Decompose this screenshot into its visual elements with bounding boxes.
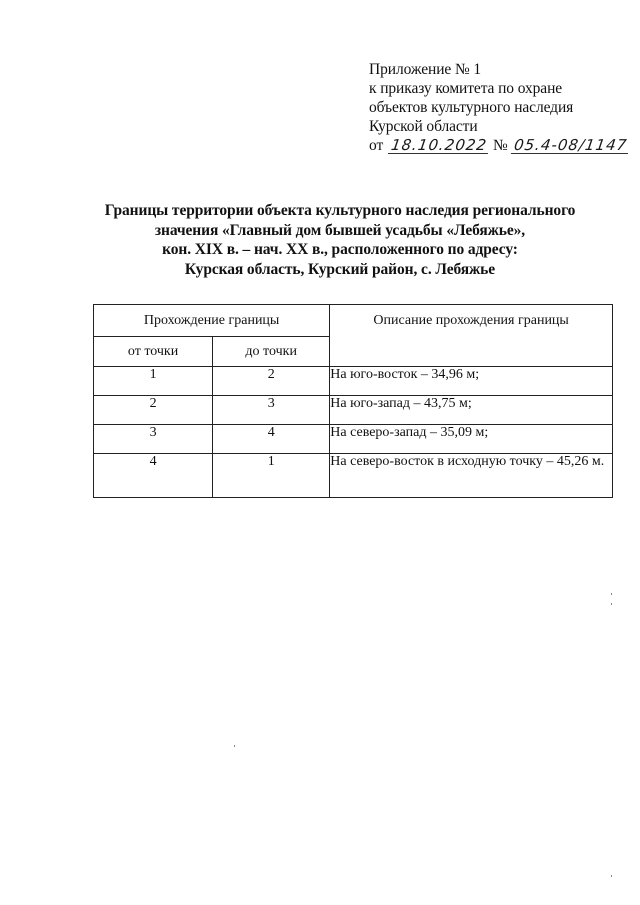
cell-to: 3 — [213, 396, 330, 425]
scan-speck — [611, 593, 612, 595]
appendix-title: Приложение № 1 — [369, 61, 482, 78]
table-header-row — [94, 305, 613, 337]
appendix-line-region: Курской области — [369, 118, 478, 135]
from-label: от — [369, 137, 384, 154]
cell-description: На северо-запад – 35,09 м; — [330, 425, 613, 454]
cell-description: На юго-запад – 43,75 м; — [330, 396, 613, 425]
cell-from: 1 — [94, 367, 213, 396]
title-line-2: значения «Главный дом бывшей усадьбы «Лебяжье», — [154, 221, 526, 239]
cell-from: 3 — [94, 425, 213, 454]
header-to-point: до точки — [213, 337, 330, 367]
appendix-header — [369, 60, 631, 155]
number-label: № — [493, 137, 508, 154]
title-line-3: кон. XIX в. – нач. XX в., расположенного по адресу: — [162, 241, 518, 258]
order-reference — [369, 136, 631, 155]
scan-speck — [611, 875, 612, 877]
boundary-table — [93, 304, 613, 498]
header-from-point: от точки — [94, 337, 213, 367]
table-row — [94, 425, 613, 454]
cell-from: 4 — [94, 454, 213, 498]
table-row — [94, 396, 613, 425]
title-line-1: Границы территории объекта культурного наследия регионального — [104, 202, 576, 219]
order-date-handwritten: 18.10.2022 — [390, 136, 489, 154]
appendix-line-order: к приказу комитета по охране — [369, 80, 563, 97]
scan-speck — [611, 603, 612, 605]
cell-to: 4 — [213, 425, 330, 454]
table-row — [94, 367, 613, 396]
header-boundary-passage: Прохождение границы — [94, 305, 330, 337]
cell-from: 2 — [94, 396, 213, 425]
order-number-handwritten: 05.4-08/1147 — [512, 136, 629, 154]
appendix-line-committee: объектов культурного наследия — [369, 99, 574, 116]
header-description: Описание прохождения границы — [330, 305, 613, 367]
document-title — [60, 201, 620, 279]
cell-to: 2 — [213, 367, 330, 396]
cell-description: На северо-восток в исходную точку – 45,26 м. — [330, 454, 613, 498]
cell-description: На юго-восток – 34,96 м; — [330, 367, 613, 396]
scan-speck — [234, 745, 235, 747]
table-row — [94, 454, 613, 498]
cell-to: 1 — [213, 454, 330, 498]
title-line-4: Курская область, Курский район, с. Лебяжье — [184, 260, 496, 278]
